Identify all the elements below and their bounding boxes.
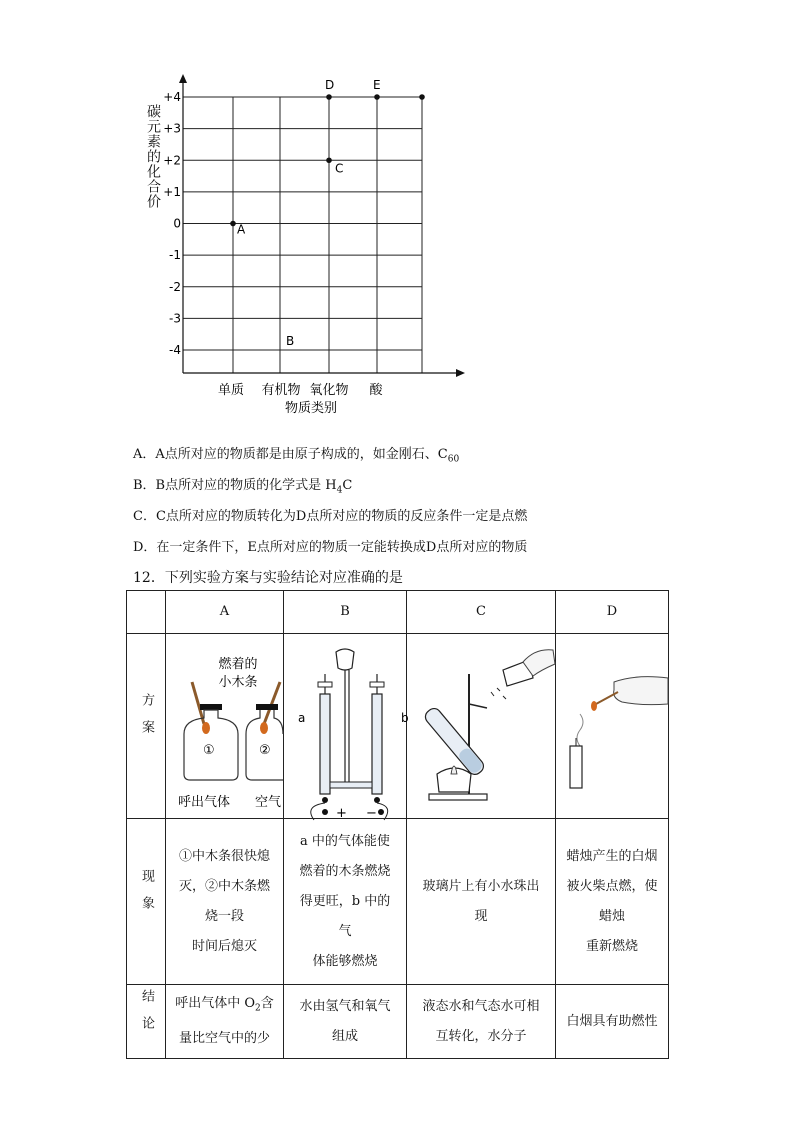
header-row [127,591,669,634]
row-label-scheme-text: 方案 [139,693,154,747]
phenomenon-c-line: 玻璃片上有小水珠出 [422,878,540,894]
electrode-minus: − [366,806,377,821]
conclusion-a-pre: 呼出气体中 O [175,996,256,1012]
phenomenon-b-line: 气 [338,923,352,939]
phenomenon-row [127,819,669,985]
conclusion-c [407,985,556,1059]
conclusion-a-line1 [166,989,283,1024]
scheme-c [407,634,556,819]
option-b-post: C [342,478,353,493]
scheme-a [166,634,284,819]
scheme-a-title2: 小木条 [218,675,258,690]
scheme-a-gas1: 呼出气体 [178,795,231,810]
y-tick-label: -4 [169,343,181,357]
y-tick-label: -1 [169,248,181,263]
conclusion-c-line: 互转化，水分子 [435,1028,527,1044]
boiling-tube-apparatus [407,634,555,818]
scheme-a-title1: 燃着的 [218,657,258,672]
x-axis-label: 物质类别 [284,401,338,416]
scheme-a-gas2: 空气 [255,795,282,810]
option-b-text: B．B点所对应的物质的化学式是 H [133,478,337,493]
scheme-row [127,634,669,819]
data-point-d [326,94,332,100]
candle-match-illustration [556,634,668,818]
header-b: B [284,591,407,634]
option-a [133,443,459,465]
y-tick-label: +1 [163,184,181,199]
conclusion-d: 白烟具有助燃性 [556,985,669,1059]
conclusion-a [166,985,284,1059]
phenomenon-b-line: a 中的气体能使 [300,833,390,849]
point-label-c: C [335,161,344,176]
conclusion-a-line2: 量比空气中的少 [178,1030,270,1046]
corner-cell [127,591,166,634]
y-tick-label: -3 [169,311,181,326]
question-12: 12．下列实验方案与实验结论对应准确的是 [133,570,403,586]
row-label-phenomenon [127,819,166,985]
header-c: C [407,591,556,634]
header-a: A [166,591,284,634]
y-tick-label: +2 [163,153,181,168]
phenomenon-b-line: 燃着的木条燃烧 [299,863,391,879]
row-label-conclusion-text: 结论 [139,988,154,1043]
y-tick-label: 0 [173,216,181,231]
phenomenon-c-line: 现 [474,908,488,924]
scheme-d [556,634,669,819]
x-tick-label: 氧化物 [309,383,349,398]
row-label-conclusion [127,985,166,1059]
point-label-a: A [237,222,246,237]
phenomenon-c [407,819,556,985]
conclusion-b-line: 水由氢气和氧气 [299,998,391,1014]
phenomenon-d-line: 蜡烛产生的白烟 [566,848,658,864]
option-d: D．在一定条件下，E点所对应的物质一定能转换成D点所对应的物质 [133,540,528,555]
data-point-a [230,221,236,227]
y-tick-label: +4 [163,90,181,104]
bottles-illustration [166,634,283,818]
phenomenon-a-line: 时间后熄灭 [191,938,257,954]
phenomenon-d-line: 蜡烛 [598,908,625,924]
conclusion-b-line: 组成 [331,1028,358,1044]
data-point-c [326,157,332,163]
phenomenon-a-line: 烧一段 [204,908,244,924]
point-label-e: E [373,78,381,92]
row-label-scheme [127,634,166,819]
data-point-e [374,94,380,100]
phenomenon-a [166,819,284,985]
x-tick-label: 单质 [217,383,245,398]
y-tick-label: +3 [163,121,181,136]
x-tick-label: 有机物 [261,383,301,398]
phenomenon-d-line: 重新燃烧 [585,938,638,954]
bottle-1-number: ① [203,743,215,758]
point-label-d: D [325,78,335,92]
phenomenon-b-line: 体能够燃烧 [312,953,378,969]
option-c: C．C点所对应的物质转化为D点所对应的物质的反应条件一定是点燃 [133,509,528,524]
grid-corner-dot [419,94,425,100]
conclusion-c-line: 液态水和气态水可相 [422,998,540,1014]
bottle-2-number: ② [259,743,271,758]
option-b [133,474,352,496]
valence-chart [0,0,794,420]
phenomenon-d-line: 被火柴点燃，使 [566,878,658,894]
option-a-sub: 60 [447,454,460,465]
header-d: D [556,591,669,634]
conclusion-a-sub: 2 [255,1003,261,1014]
experiment-table [126,590,669,1059]
electrolysis-apparatus [284,634,409,821]
tube-b-label: b [401,711,409,725]
conclusion-b [284,985,407,1059]
phenomenon-d [556,819,669,985]
option-a-text: A．A点所对应的物质都是由原子构成的，如金刚石、C [133,447,448,462]
phenomenon-a-line: ①中木条很快熄 [178,848,270,864]
x-tick-label: 酸 [369,383,383,398]
row-label-phenomenon-text: 现象 [139,868,154,923]
phenomenon-b [284,819,407,985]
conclusion-a-post: 含 [260,996,274,1012]
point-label-b: B [286,334,295,348]
scheme-b [284,634,407,819]
phenomenon-b-line: 得更旺，b 中的 [299,893,391,909]
option-b-sub: 4 [336,485,343,496]
tube-a-label: a [298,711,306,725]
electrode-plus: + [336,806,347,821]
conclusion-row [127,985,669,1059]
phenomenon-a-line: 灭，②中木条燃 [178,878,270,894]
y-axis-label: 碳元素的化合价 [145,104,161,209]
y-tick-label: -2 [169,279,181,294]
